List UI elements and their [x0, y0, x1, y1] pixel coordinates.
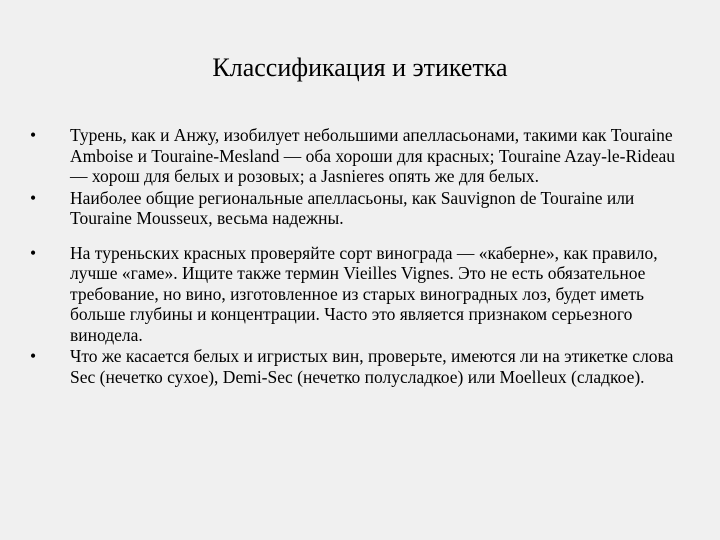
slide-title: Классификация и этикетка: [212, 53, 508, 82]
bullet-text: На туреньских красных проверяйте сорт винограда — «каберне», как правило, лучше «гаме». Ищите также термин Vieilles Vignes. Это не есть обязательное требование, но вино, изготовленное из старых виноградных лоз, будет иметь больше глубины и концентрации. Часто это является признаком серьезного винодела.: [70, 242, 658, 345]
bullet-icon: •: [30, 125, 37, 145]
bullet-text: Что же касается белых и игристых вин, проверьте, имеются ли на этикетке слова Sec (нечетко сухое), Demi-Sec (нечетко полусладкое) или Moelleux (сладкое).: [70, 346, 674, 387]
bullet-item: [30, 188, 690, 229]
bullet-text: Турень, как и Анжу, изобилует небольшими апелласьонами, такими как Touraine Amboise и Touraine-Mesland — оба хороши для красных; Touraine Azay-le-Rideau — хорош для белых и розовых; а Jasnieres опять же для белых.: [70, 125, 676, 186]
bullet-text: Наиболее общие региональные апелласьоны, как Sauvignon de Touraine или Touraine Mousseux, весьма надежны.: [70, 187, 635, 228]
bullet-item: [30, 243, 690, 346]
bullet-list: [30, 125, 690, 387]
bullet-item: [30, 346, 690, 387]
bullet-item: [30, 125, 690, 187]
bullet-icon: •: [30, 346, 37, 366]
bullet-icon: •: [30, 187, 37, 208]
bullet-icon: •: [30, 242, 37, 263]
